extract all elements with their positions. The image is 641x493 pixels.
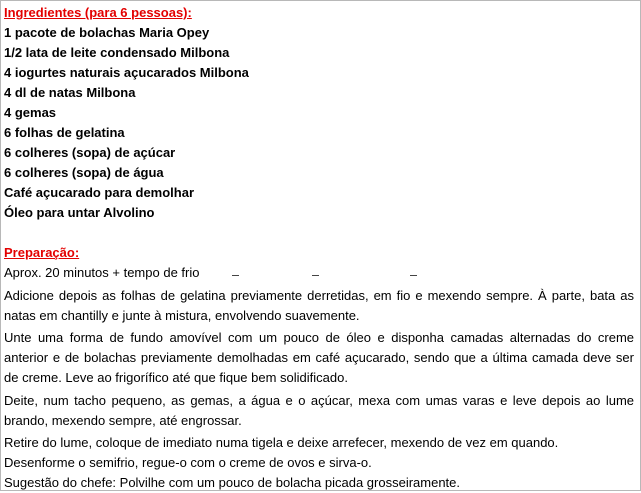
ingredient-item: Café açucarado para demolhar bbox=[4, 185, 195, 200]
chef-suggestion: Sugestão do chefe: Polvilhe com um pouco de bolacha picada grosseiramente. bbox=[4, 475, 461, 490]
ingredient-item: 6 folhas de gelatina bbox=[4, 125, 125, 140]
ingredient-item: 4 dl de natas Milbona bbox=[4, 85, 136, 100]
preparation-heading: Preparação: bbox=[4, 245, 80, 260]
ingredient-item: 4 gemas bbox=[4, 105, 57, 120]
ingredients-heading: Ingredientes (para 6 pessoas): bbox=[4, 5, 192, 20]
ingredient-item: 1 pacote de bolachas Maria Opey bbox=[4, 25, 210, 40]
preparation-step: Retire do lume, coloque de imediato numa tigela e deixe arrefecer, mexendo de vez em quando. bbox=[4, 435, 559, 450]
ingredient-item: 6 colheres (sopa) de água bbox=[4, 165, 164, 180]
ingredient-item: Óleo para untar Alvolino bbox=[4, 205, 155, 220]
underline-mark bbox=[410, 275, 417, 276]
preparation-time: Aprox. 20 minutos + tempo de frio bbox=[4, 265, 200, 280]
preparation-step: Deite, num tacho pequeno, as gemas, a água e o açúcar, mexa com umas varas e leve depois ao lume brando, mexendo sempre, até engrossar. bbox=[4, 393, 634, 428]
underline-mark bbox=[312, 275, 319, 276]
underline-mark bbox=[232, 275, 239, 276]
ingredient-item: 4 iogurtes naturais açucarados Milbona bbox=[4, 65, 249, 80]
preparation-step: Adicione depois as folhas de gelatina previamente derretidas, em fio e mexendo sempre. À parte, bata as natas em chantilly e junte à mistura, envolvendo suavemente. bbox=[4, 288, 634, 323]
ingredient-item: 1/2 lata de leite condensado Milbona bbox=[4, 45, 230, 60]
ingredient-item: 6 colheres (sopa) de açúcar bbox=[4, 145, 176, 160]
preparation-step: Unte uma forma de fundo amovível com um pouco de óleo e disponha camadas alternadas do creme anterior e de bolachas previamente demolhadas em café açucarado, sendo que a última camada deve ser de creme. Leve ao frigorífico até que fique bem solidificado. bbox=[4, 330, 634, 385]
preparation-step: Desenforme o semifrio, regue-o com o creme de ovos e sirva-o. bbox=[4, 455, 372, 470]
